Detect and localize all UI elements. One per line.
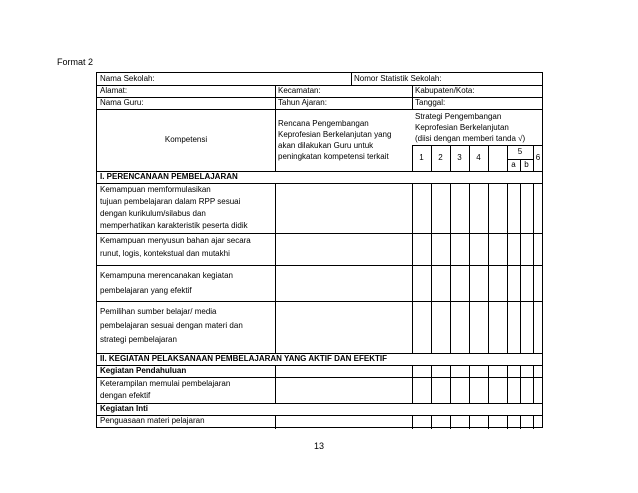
item-sumber-belajar: Pemilihan sumber belajar/ media pembelajaran sesuai dengan materi dan strategi pembelajaran (100, 307, 243, 344)
kegiatan-inti: Kegiatan Inti (100, 404, 149, 413)
kecamatan-label: Kecamatan: (278, 86, 321, 95)
col-2: 2 (438, 153, 443, 162)
tahun-ajaran-label: Tahun Ajaran: (278, 98, 327, 107)
format-label: Format 2 (57, 57, 94, 67)
section-perencanaan: I. PERENCANAAN PEMBELAJARAN (100, 172, 238, 181)
item-bahan-ajar: Kemampuan menyusun bahan ajar secara runut, logis, kontekstual dan mutakhi (100, 236, 251, 258)
nama-sekolah-label: Nama Sekolah: (100, 74, 155, 83)
col-4: 4 (476, 153, 481, 162)
item-formulasi-tujuan: Kemampuan memformulasikan tujuan pembelajaran dalam RPP sesuai dengan kurikulum/silabus dan memperhatikan karakteristik peserta didik (100, 185, 248, 230)
col-3: 3 (457, 153, 462, 162)
col-5: 5 (517, 147, 523, 156)
tanggal-label: Tanggal: (415, 98, 446, 107)
col-5b: b (524, 160, 529, 169)
col-1: 1 (419, 153, 424, 162)
kegiatan-pendahuluan: Kegiatan Pendahuluan (100, 366, 187, 375)
col-5a: a (511, 160, 516, 169)
kompetensi-heading: Kompetensi (164, 135, 208, 144)
alamat-label: Alamat: (100, 86, 128, 95)
kabupaten-label: Kabupaten/Kota: (415, 86, 475, 95)
competency-form-table (96, 72, 543, 428)
rencana-heading: Rencana Pengembangan Keprofesian Berkelanjutan yang akan dilakukan Guru untuk peningkatan kompetensi terkait (278, 119, 392, 161)
page-number: 13 (313, 441, 324, 451)
item-kegiatan-efektif: Kemampuna merencanakan kegiatan pembelajaran yang efektif (100, 271, 233, 295)
section-pelaksanaan: II. KEGIATAN PELAKSANAAN PEMBELAJARAN YANG AKTIF DAN EFEKTIF (100, 354, 387, 363)
item-memulai-pembelajaran: Keterampilan memulai pembelajaran dengan efektif (100, 379, 231, 400)
strategi-heading: Strategi Pengembangan Keprofesian Berkelanjutan (diisi dengan memberi tanda √) (415, 112, 526, 143)
nomor-statistik-label: Nomor Statistik Sekolah: (354, 74, 442, 83)
nama-guru-label: Nama Guru: (100, 98, 144, 107)
item-penguasaan-materi: Penguasaan materi pelajaran (100, 416, 205, 425)
col-6: 6 (535, 153, 541, 162)
